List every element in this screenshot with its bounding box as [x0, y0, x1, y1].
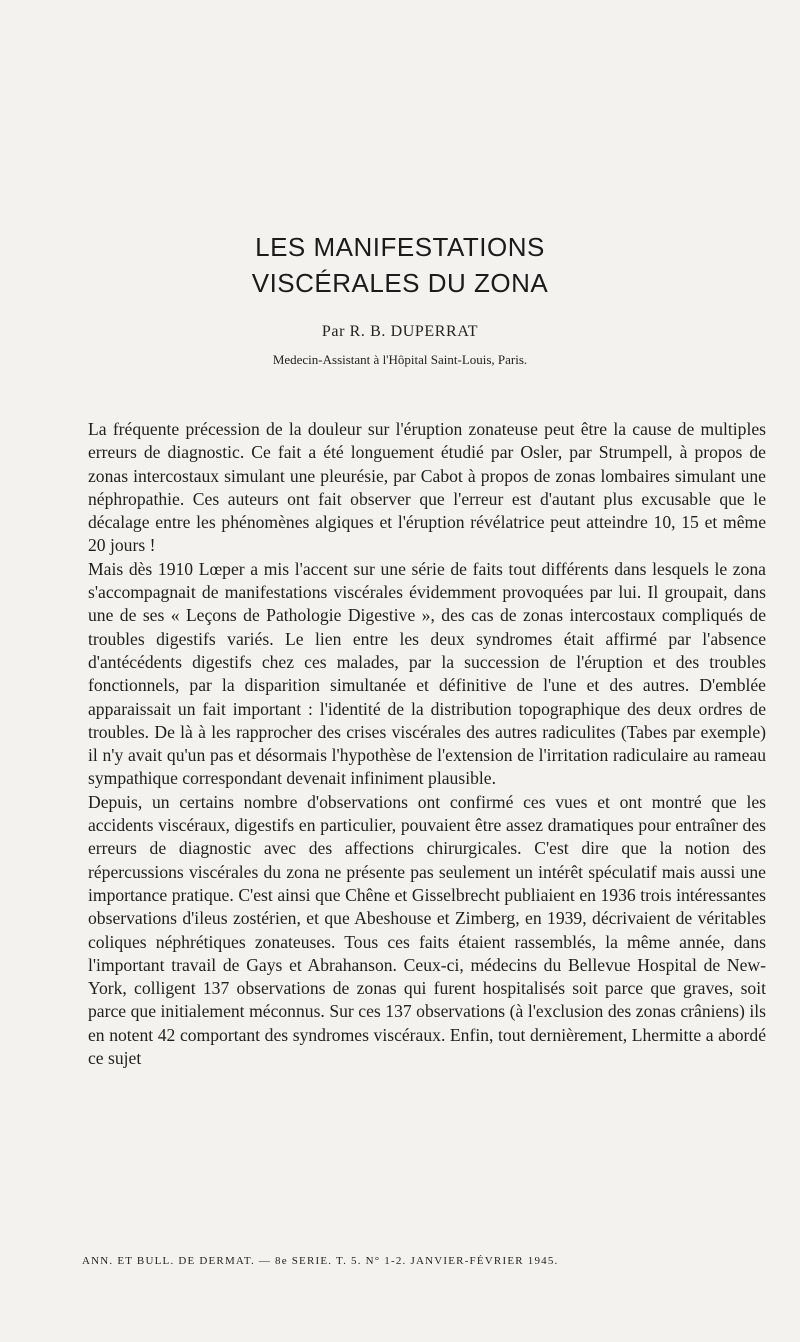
paragraph-3: Depuis, un certains nombre d'observations ont confirmé ces vues et ont montré que les accidents viscéraux, digestifs en particulier, pouvaient être assez dramatiques pour entraîner des erreurs de diagnostic avec des affections chirurgicales. C'est dire que la notion des répercussions viscérales du zona ne présente pas seulement un intérêt spéculatif mais aussi une importance pratique. C'est ainsi que Chêne et Gisselbrecht publiaient en 1936 trois intéressantes observations d'ileus zostérien, et que Abeshouse et Zimberg, en 1939, décrivaient de véritables coliques néphrétiques zonateuses. Tous ces faits étaient rassemblés, la même année, dans l'important travail de Gays et Abrahanson. Ceux-ci, médecins du Bellevue Hospital de New-York, colligent 137 observations de zonas qui furent hospitalisés soit parce que graves, soit parce que initialement méconnus. Sur ces 137 observations (à l'exclusion des zonas crâniens) ils en notent 42 comportant des syndromes viscéraux. Enfin, tout dernièrement, Lhermitte a abordé ce sujet: [88, 791, 766, 1069]
article-body: [88, 418, 766, 1070]
paragraph-1: La fréquente précession de la douleur sur l'éruption zonateuse peut être la cause de multiples erreurs de diagnostic. Ce fait a été longuement étudié par Osler, par Strumpell, à propos de zonas intercostaux simulant une pleurésie, par Cabot à propos de zonas lombaires simulant une néphropathie. Ces auteurs ont fait observer que l'erreur est d'autant plus excusable que le décalage entre les phénomènes algiques et l'éruption révélatrice peut atteindre 10, 15 et même 20 jours !: [88, 419, 766, 556]
paragraph-2: Mais dès 1910 Lœper a mis l'accent sur une série de faits tout différents dans lesquels le zona s'accompagnait de manifestations viscérales évidemment provoquées par lui. Il groupait, dans une de ses « Leçons de Pathologie Digestive », des cas de zonas intercostaux compliqués de troubles digestifs variés. Le lien entre les deux syndromes était affirmé par l'absence d'antécédents digestifs chez ces malades, par la succession de l'éruption et des troubles fonctionnels, par la disparition simultanée et définitive de l'une et des autres. D'emblée apparaissait un fait important : l'identité de la distribution topographique des deux ordres de troubles. De là à les rapprocher des crises viscérales des autres radiculites (Tabes par exemple) il n'y avait qu'un pas et désormais l'hypothèse de l'extension de l'irritation radiculaire au rameau sympathique correspondant devenait infiniment plausible.: [88, 558, 766, 789]
author-affiliation: Medecin-Assistant à l'Hôpital Saint-Louis, Paris.: [272, 352, 528, 367]
article-title-line-2: VISCÉRALES DU ZONA: [251, 268, 549, 298]
author-byline: Par R. B. DUPERRAT: [321, 323, 479, 340]
article-title-line-1: LES MANIFESTATIONS: [255, 232, 545, 262]
journal-footer: ANN. ET BULL. DE DERMAT. — 8e SERIE. T. 5. N° 1-2. JANVIER-FÉVRIER 1945.: [82, 1255, 559, 1267]
